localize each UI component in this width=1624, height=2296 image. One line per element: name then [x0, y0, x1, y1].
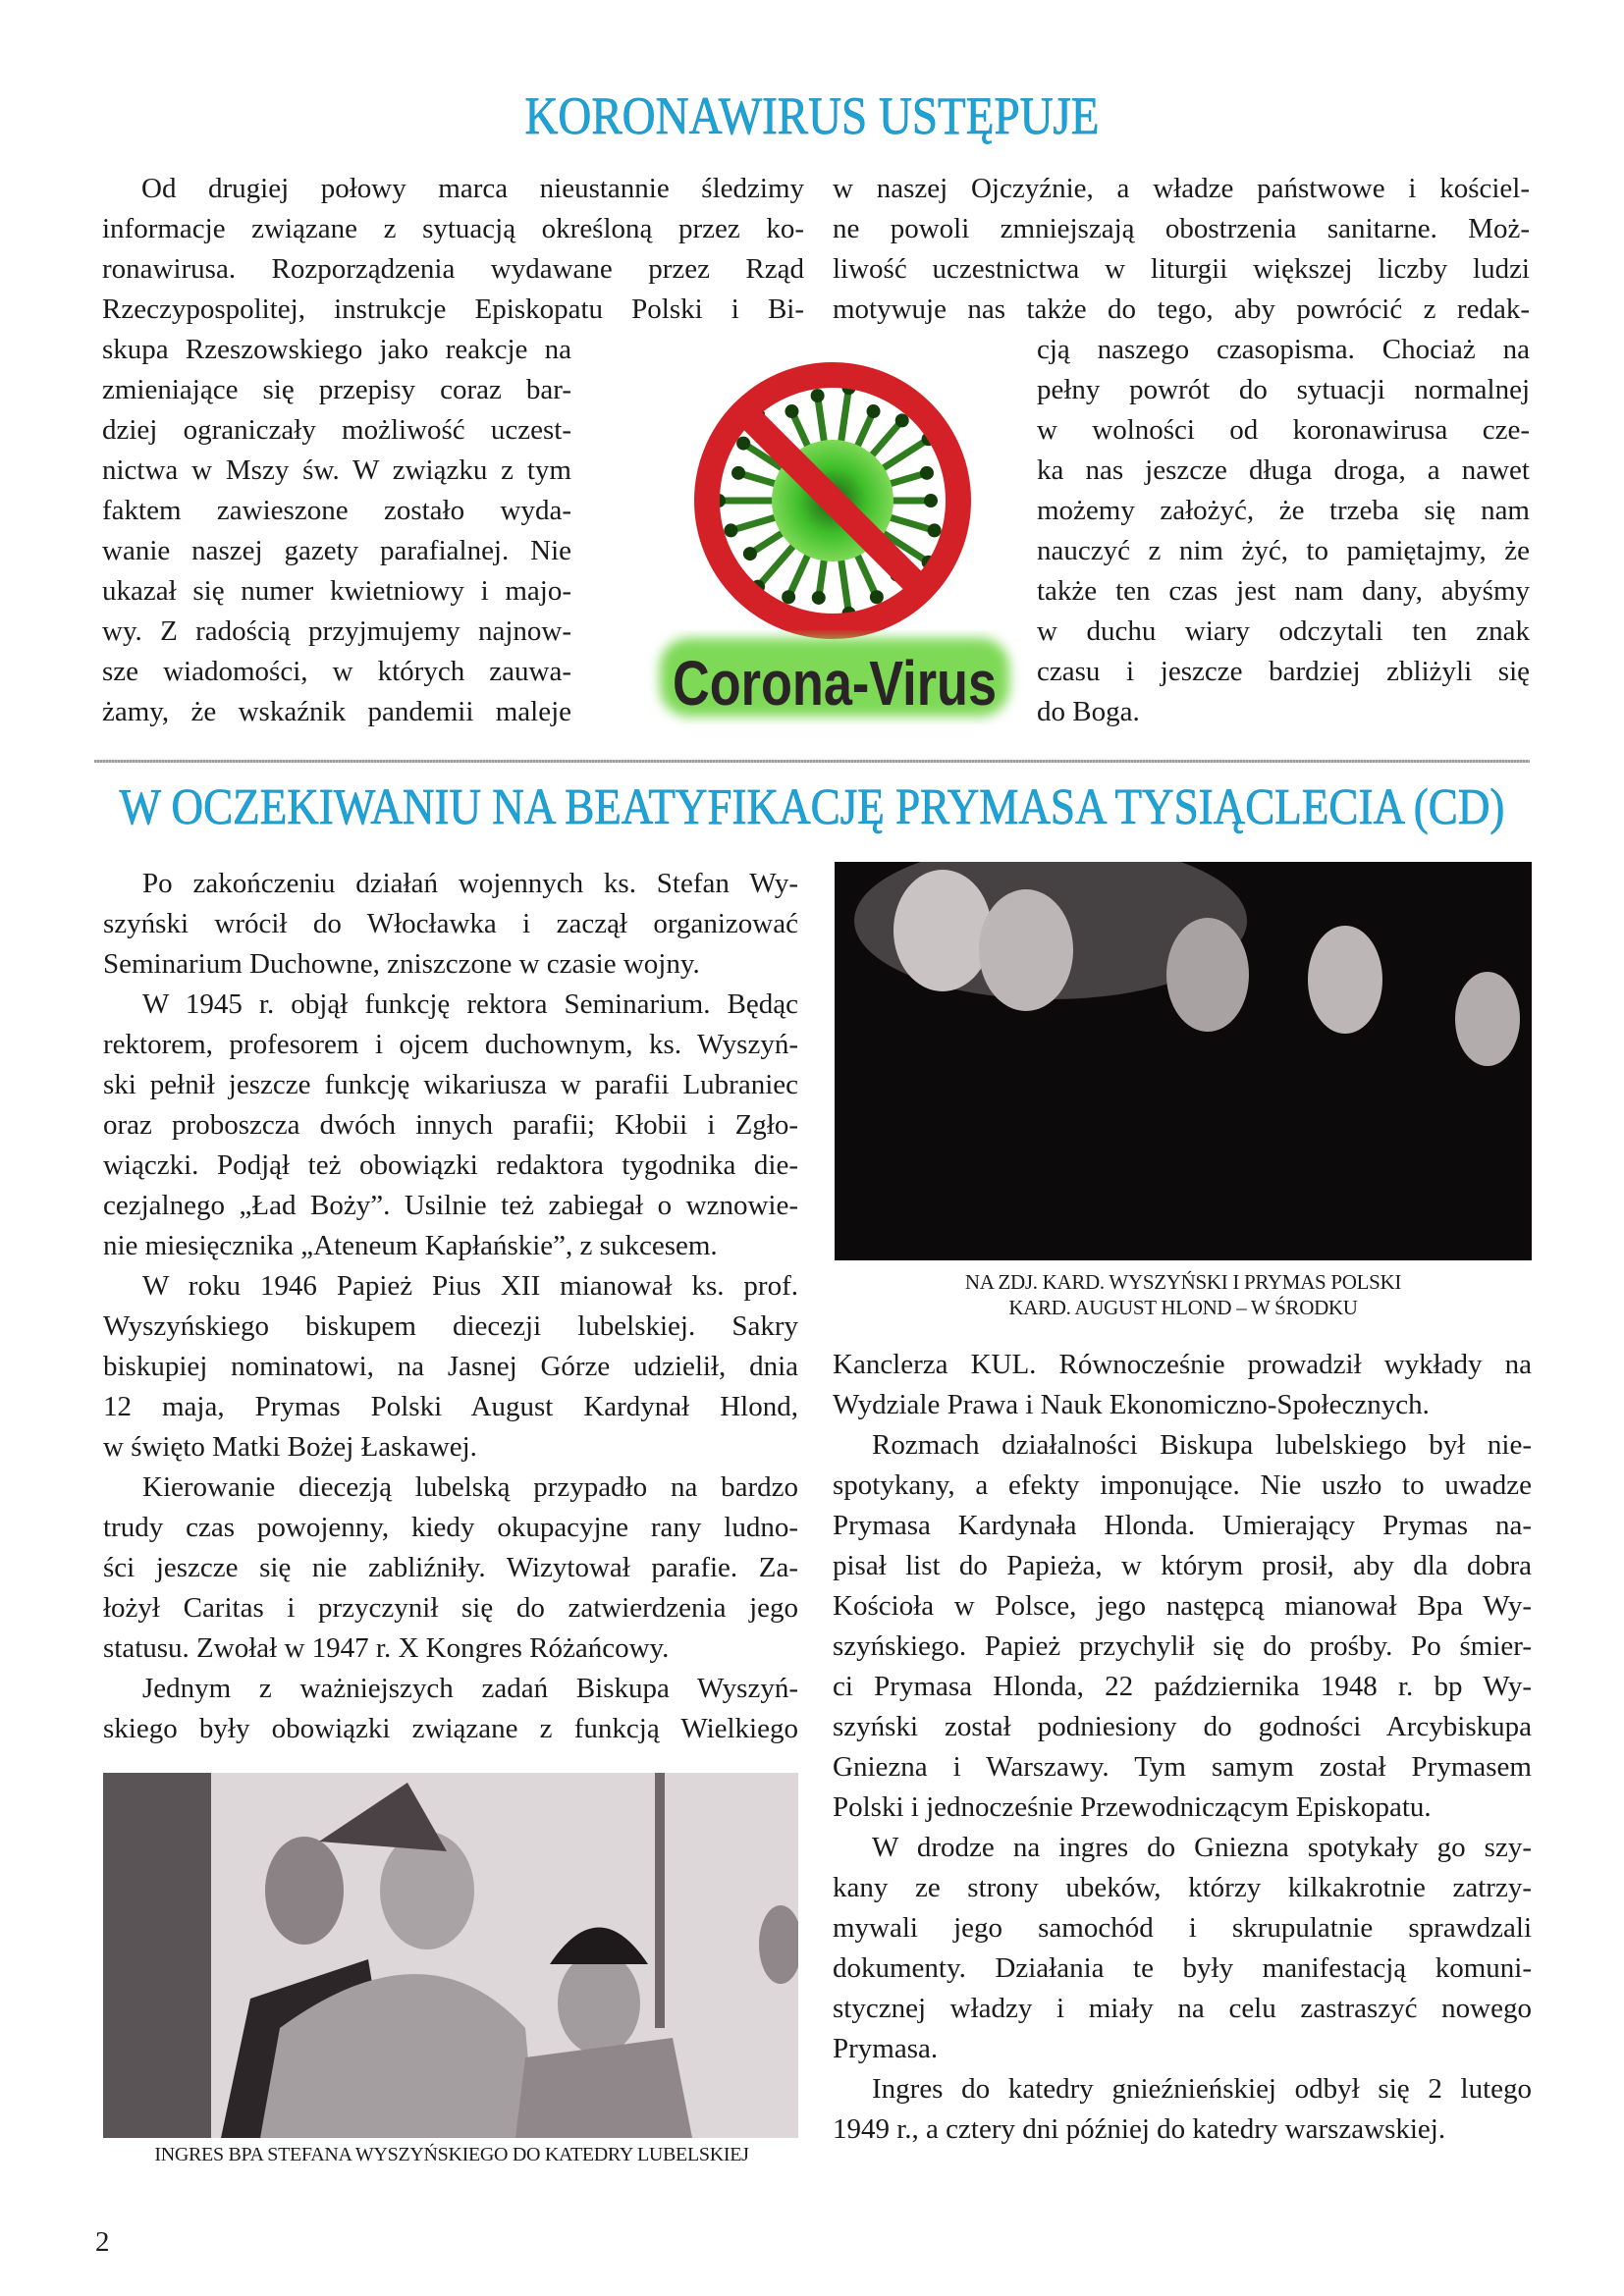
article2-right-column: [833, 1345, 1532, 2150]
text-line: Polski i jednocześnie Przewodniczącym Episkopatu.: [833, 1791, 1432, 1823]
text-line: W drodze na ingres do Gniezna spotykały go szy-: [872, 1832, 1532, 1863]
text-line: do Boga.: [1037, 696, 1140, 727]
text-line: ka nas jeszcze długa droga, a nawet: [1037, 454, 1530, 486]
text-line: pełny powrót do sytuacji normalnej: [1037, 374, 1530, 405]
text-line: faktem zawieszone zostało wyda-: [102, 495, 571, 526]
article-title-beatyfikacja: W OCZEKIWANIU NA BEATYFIKACJĘ PRYMASA TYSIĄCLECIA (CD): [119, 777, 1505, 835]
corona-virus-prohibition-icon: [638, 344, 1031, 736]
text-line: Wydziale Prawa i Nauk Ekonomiczno-Społecznych.: [833, 1389, 1430, 1420]
section-divider: [94, 760, 1530, 763]
text-line: w wolności od koronawirusa cze-: [1037, 414, 1530, 446]
text-line: rektorem, profesorem i ojcem duchownym, ks. Wyszyń-: [103, 1029, 798, 1060]
text-line: czasu i jeszcze bardziej zbliżyli się: [1037, 656, 1530, 687]
virus-spike-tip: [785, 404, 798, 418]
text-line: statusu. Zwołał w 1947 r. X Kongres Różańcowy.: [103, 1632, 670, 1664]
text-line: 12 maja, Prymas Polski August Kardynał Hlond,: [103, 1391, 798, 1422]
text-line: w święto Matki Bożej Łaskawej.: [103, 1431, 477, 1463]
virus-spike-tip: [812, 591, 826, 605]
text-line: oraz proboszcza dwóch innych parafii; Kłobii i Zgło-: [103, 1109, 798, 1141]
virus-spike-tip: [736, 437, 750, 451]
text-line: pisał list do Papieża, w którym prosił, aby dla dobra: [833, 1550, 1532, 1581]
virus-spike-tip: [731, 466, 745, 480]
text-line: szyńskiego. Papież przychylił się do prośby. Po śmier-: [833, 1630, 1532, 1662]
text-line: motywuje nas także do tego, aby powrócić z redak-: [833, 294, 1530, 325]
text-line: spotykany, a efekty imponujące. Nie uszło to uwadze: [833, 1469, 1532, 1501]
caption-line: INGRES BPA STEFANA WYSZYŃSKIEGO DO KATEDRY LUBELSKIEJ: [154, 2144, 749, 2165]
text-line: Ingres do katedry gnieźnieńskiej odbył się 2 lutego: [872, 2073, 1532, 2105]
text-line: Kościoła w Polsce, jego następcą mianował Bpa Wy-: [833, 1590, 1532, 1622]
article-title-koronawirus: KORONAWIRUS USTĘPUJE: [524, 87, 1100, 146]
text-line: nie miesięcznika „Ateneum Kapłańskie”, z sukcesem.: [103, 1230, 718, 1261]
virus-spike-tip: [920, 466, 934, 480]
text-line: Kanclerza KUL. Równocześnie prowadził wykłady na: [833, 1349, 1532, 1380]
virus-spike-tip: [867, 404, 881, 418]
caption-line: NA ZDJ. KARD. WYSZYŃSKI I PRYMAS POLSKI: [964, 1270, 1402, 1294]
virus-spike-tip: [724, 523, 737, 537]
text-line: ronawirusa. Rozporządzenia wydawane przez Rząd: [102, 253, 804, 285]
text-line: skiego były obowiązki związane z funkcją Wielkiego: [103, 1713, 798, 1744]
text-line: skupa Rzeszowskiego jako reakcje na: [102, 334, 571, 365]
virus-spike-tip: [924, 494, 938, 507]
text-line: szyński został podniesiony do godności Arcybiskupa: [833, 1711, 1532, 1742]
text-line: Od drugiej połowy marca nieustannie śledzimy: [141, 173, 804, 204]
text-line: szyński wrócił do Włocławka i zaczął organizować: [103, 908, 798, 939]
photo2-caption: [98, 2142, 805, 2167]
text-line: liwość uczestnictwa w liturgii większej liczby ludzi: [833, 253, 1530, 285]
page-number: 2: [95, 2226, 110, 2258]
text-line: nictwa w Mszy św. W związku z tym: [102, 454, 571, 486]
corona-virus-image: [638, 344, 1031, 736]
text-line: W 1945 r. objął funkcję rektora Seminarium. Będąc: [142, 988, 798, 1020]
text-line: łożył Caritas i przyczynił się do zatwierdzenia jego: [103, 1592, 798, 1624]
text-line: informacje związane z sytuacją określoną przez ko-: [102, 213, 804, 244]
text-line: Seminarium Duchowne, zniszczone w czasie wojny.: [103, 948, 700, 980]
text-line: ukazał się numer kwietniowy i majo-: [102, 575, 571, 607]
text-line: biskupiej nominatowi, na Jasnej Górze udzielił, dnia: [103, 1351, 798, 1382]
text-line: Wyszyńskiego biskupem diecezji lubelskiej. Sakry: [103, 1310, 798, 1342]
text-line: cezjalnego „Ład Boży”. Usilnie też zabiegał o wznowie-: [103, 1190, 798, 1221]
text-line: mywali jego samochód i skrupulatnie sprawdzali: [833, 1912, 1532, 1944]
text-line: w duchu wiary odczytali ten znak: [1037, 615, 1530, 647]
text-line: Gniezna i Warszawy. Tym samym został Prymasem: [833, 1751, 1532, 1783]
text-line: Rozmach działalności Biskupa lubelskiego był nie-: [872, 1429, 1532, 1461]
photo1-caption: [835, 1269, 1532, 1320]
text-line: wanie naszej gazety parafialnej. Nie: [102, 535, 571, 566]
text-line: Jednym z ważniejszych zadań Biskupa Wyszyń-: [142, 1673, 798, 1704]
text-line: stycznej władzy i miały na celu zastraszyć nowego: [833, 1993, 1532, 2024]
text-line: Prymasa.: [833, 2033, 939, 2064]
text-line: kany ze strony ubeków, którzy kilkakrotnie zatrzy-: [833, 1872, 1532, 1903]
text-line: ne powoli zmniejszają obostrzenia sanitarne. Moż-: [833, 213, 1530, 244]
text-line: dokumenty. Działania te były manifestacją komuni-: [833, 1952, 1532, 1984]
text-line: sze wiadomości, w których zauwa-: [102, 656, 571, 687]
virus-spike-tip: [811, 389, 825, 402]
text-line: ski pełnił jeszcze funkcję wikariusza w parafii Lubraniec: [103, 1069, 798, 1100]
text-line: 1949 r., a cztery dni później do katedry warszawskiej.: [833, 2113, 1446, 2145]
virus-spike-tip: [895, 413, 909, 427]
text-line: Kierowanie diecezją lubelską przypadło na bardzo: [142, 1471, 798, 1503]
text-line: trudy czas powojenny, kiedy okupacyjne rany ludno-: [103, 1512, 798, 1543]
crozier-staff: [655, 1773, 665, 2028]
article2-left-column: [103, 864, 798, 1749]
text-line: żamy, że wskaźnik pandemii maleje: [102, 696, 571, 727]
photo-wyszynski-hlond: [835, 862, 1532, 1260]
text-line: nauczyć z nim żyć, to pamiętajmy, że: [1037, 535, 1530, 566]
text-line: Po zakończeniu działań wojennych ks. Stefan Wy-: [142, 868, 798, 899]
text-line: ści jeszcze się nie zabliźniły. Wizytował parafie. Za-: [103, 1552, 798, 1583]
virus-spike-tip: [743, 547, 757, 561]
caption-line: KARD. AUGUST HLOND – W ŚRODKU: [1008, 1296, 1358, 1319]
photo-ingres-lubelski: [103, 1773, 798, 2138]
text-line: ci Prymasa Hlonda, 22 października 1948 r. bp Wy-: [833, 1671, 1532, 1702]
text-line: Prymasa Kardynała Hlonda. Umierający Prymas na-: [833, 1510, 1532, 1541]
text-line: możemy założyć, że trzeba się nam: [1037, 495, 1530, 526]
virus-spike-tip: [782, 590, 795, 604]
text-line: w naszej Ojczyźnie, a władze państwowe i kościel-: [833, 173, 1530, 204]
person-face: [265, 1837, 344, 1945]
virus-spike-tip: [870, 590, 884, 604]
text-line: wy. Z radością przyjmujemy najnow-: [102, 615, 571, 647]
text-line: Rzeczypospolitej, instrukcje Episkopatu Polski i Bi-: [102, 294, 804, 325]
text-line: cją naszego czasopisma. Chociaż na: [1037, 334, 1530, 365]
virus-spike-tip: [928, 523, 942, 537]
text-line: W roku 1946 Papież Pius XII mianował ks. prof.: [142, 1270, 798, 1302]
corona-virus-label: Corona-Virus: [673, 648, 997, 719]
text-line: zmieniające się przepisy coraz bar-: [102, 374, 571, 405]
text-line: także ten czas jest nam dany, abyśmy: [1037, 575, 1530, 607]
person-face: [558, 1952, 640, 2055]
text-line: wiączki. Podjął też obowiązki redaktora tygodnika die-: [103, 1149, 798, 1181]
text-line: dziej ograniczały możliwość uczest-: [102, 414, 571, 446]
